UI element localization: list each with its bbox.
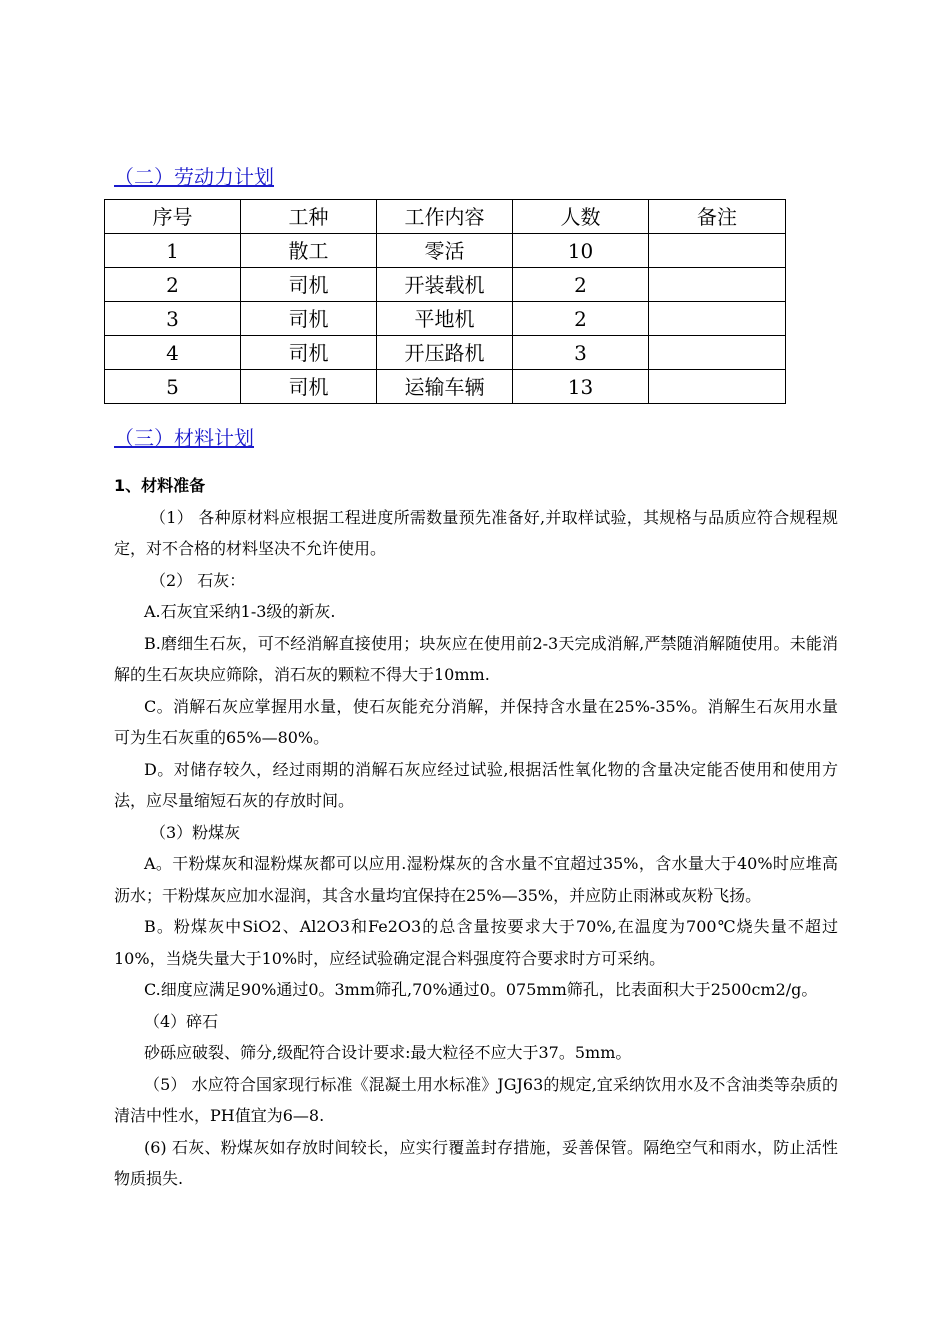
table-cell: 1 — [105, 234, 241, 268]
paragraph: C.细度应满足90%通过0。3mm筛孔,70%通过0。075mm筛孔，比表面积大于2500cm2/g。 — [144, 980, 818, 999]
paragraph: (6) 石灰、粉煤灰如存放时间较长，应实行覆盖封存措施，妥善保管。隔绝空气和雨水，防止活性物质损失. — [114, 1137, 838, 1188]
table-cell: 3 — [513, 336, 649, 370]
table-cell: 2 — [513, 302, 649, 336]
header-cell-count: 人数 — [513, 200, 649, 234]
paragraph: D。对储存较久，经过雨期的消解石灰应经过试验,根据活性氧化物的含量决定能否使用和使用方法，应尽量缩短石灰的存放时间。 — [114, 759, 838, 810]
table-cell — [649, 234, 786, 268]
table-cell: 2 — [513, 268, 649, 302]
header-cell-trade: 工种 — [241, 200, 377, 234]
table-cell: 运输车辆 — [377, 370, 513, 404]
table-cell: 司机 — [241, 370, 377, 404]
table-row — [105, 302, 786, 336]
table-row — [105, 234, 786, 268]
paragraph: C。消解石灰应掌握用水量，使石灰能充分消解，并保持含水量在25%-35%。消解生石灰用水量可为生石灰重的65%—80%。 — [114, 696, 838, 747]
paragraph: （1） 各种原材料应根据工程进度所需数量预先准备好,并取样试验，其规格与品质应符合规程规定，对不合格的材料坚决不允许使用。 — [114, 507, 838, 558]
paragraph: A。干粉煤灰和湿粉煤灰都可以应用.湿粉煤灰的含水量不宜超过35%，含水量大于40%时应堆高沥水；干粉煤灰应加水湿润，其含水量均宜保持在25%—35%，并应防止雨淋或灰粉飞扬。 — [114, 854, 838, 905]
table-header-row — [105, 200, 786, 234]
paragraph: B。粉煤灰中SiO2、Al2O3和Fe2O3的总含量按要求大于70%,在温度为700℃烧失量不超过10%，当烧失量大于10%时，应经试验确定混合料强度符合要求时方可采纳。 — [114, 917, 838, 968]
table-cell — [649, 268, 786, 302]
table-cell: 10 — [513, 234, 649, 268]
header-cell-no: 序号 — [105, 200, 241, 234]
table-cell: 司机 — [241, 336, 377, 370]
paragraph: （5） 水应符合国家现行标准《混凝土用水标准》JGJ63的规定,宜采纳饮用水及不含油类等杂质的清洁中性水，PH值宜为6—8. — [114, 1074, 838, 1125]
paragraph: A.石灰宜采纳1-3级的新灰. — [144, 602, 336, 621]
material-preparation-text — [114, 470, 838, 1195]
paragraph: （2） 石灰： — [150, 570, 246, 590]
labor-plan-table — [104, 199, 786, 404]
paragraph: B.磨细生石灰，可不经消解直接使用；块灰应在使用前2-3天完成消解,严禁随消解随使用。未能消解的生石灰块应筛除，消石灰的颗粒不得大于10mm. — [114, 633, 838, 684]
table-cell: 2 — [105, 268, 241, 302]
table-row — [105, 268, 786, 302]
table-cell: 平地机 — [377, 302, 513, 336]
table-cell — [649, 302, 786, 336]
table-cell — [649, 370, 786, 404]
table-cell: 散工 — [241, 234, 377, 268]
table-row — [105, 336, 786, 370]
header-cell-remark: 备注 — [649, 200, 786, 234]
table-cell: 司机 — [241, 302, 377, 336]
table-cell — [649, 336, 786, 370]
section-title-material-plan: （三）材料计划 — [114, 426, 254, 450]
table-cell: 零活 — [377, 234, 513, 268]
subheading-material-preparation: 1、材料准备 — [114, 476, 206, 495]
table-cell: 司机 — [241, 268, 377, 302]
table-row — [105, 370, 786, 404]
table-cell: 4 — [105, 336, 241, 370]
table-cell: 13 — [513, 370, 649, 404]
table-cell: 3 — [105, 302, 241, 336]
table-cell: 5 — [105, 370, 241, 404]
paragraph: （4）碎石 — [144, 1011, 219, 1031]
paragraph: 砂砾应破裂、筛分,级配符合设计要求:最大粒径不应大于37。5mm。 — [144, 1043, 632, 1062]
paragraph: （3）粉煤灰 — [150, 822, 241, 842]
section-title-labor-plan: （二）劳动力计划 — [114, 165, 274, 189]
header-cell-work: 工作内容 — [377, 200, 513, 234]
table-cell: 开装载机 — [377, 268, 513, 302]
table-cell: 开压路机 — [377, 336, 513, 370]
